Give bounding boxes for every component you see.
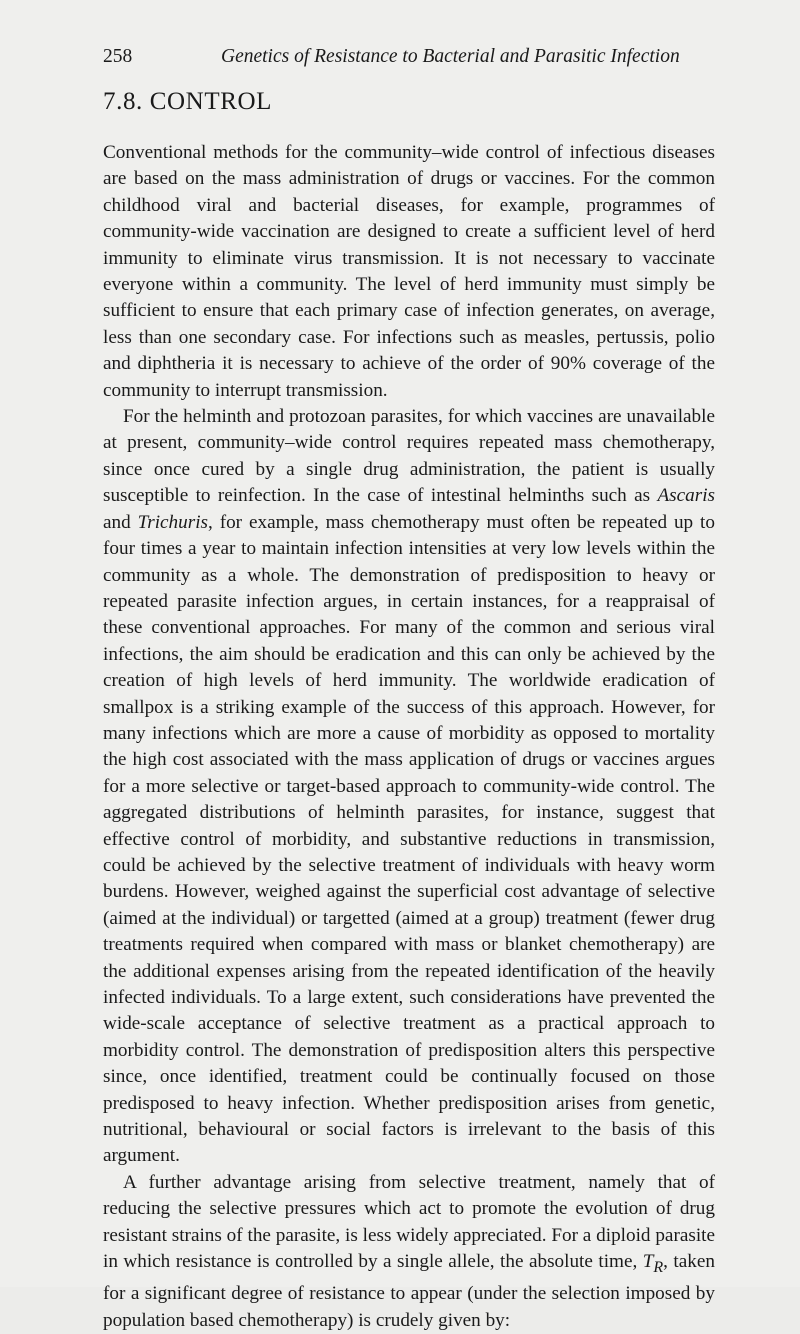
page-number: 258 [103, 46, 133, 67]
section-heading: 7.8. CONTROL [103, 88, 273, 115]
paragraph-2-text-b: and [103, 511, 138, 533]
paragraph-3-text-a: A further advantage arising from selective treatment, namely that of reducing the selective pressures which act to promote the evolution of drug resistant strains of the parasite, is less widely appreciated. For a diploid parasite in which resistance is controlled by a single allele, the absolute time, [103, 1171, 715, 1273]
paragraph-1-text: Conventional methods for the community–wide control of infectious diseases are based on the mass administration of drugs or vaccines. For the common childhood viral and bacterial diseases, for example, programmes of community-wide vaccination are designed to create a sufficient level of herd immunity to eliminate virus transmission. It is not necessary to vaccinate everyone within a community. The level of herd immunity must simply be sufficient to ensure that each primary case of infection generates, on average, less than one secondary case. For infections such as measles, pertussis, polio and diphtheria it is necessary to achieve of the order of 90% coverage of the community to interrupt transmission. [103, 142, 715, 401]
paragraph-3-text-b: , taken for a significant degree of resistance to appear (under the selection imposed by population based chemotherapy) is crudely given by: [103, 1251, 715, 1331]
paragraph-2-text-a: For the helminth and protozoan parasites, for which vaccines are unavailable at present, community–wide control requires repeated mass chemotherapy, since once cured by a single drug administration, the patient is usually susceptible to reinfection. In the case of intestinal helminths such as [103, 406, 715, 507]
paragraph-3 [103, 1170, 715, 1334]
paragraph-1 [103, 140, 715, 404]
body-text [103, 140, 715, 1334]
paragraph-2 [103, 404, 715, 1170]
running-header [103, 46, 715, 74]
species-name-ascaris: Ascaris [657, 485, 715, 507]
running-title: Genetics of Resistance to Bacterial and Parasitic Infection [221, 46, 680, 67]
species-name-trichuris: Trichuris [137, 511, 208, 533]
paragraph-2-text-c: , for example, mass chemotherapy must often be repeated up to four times a year to maintain infection intensities at very low levels within the community as a whole. The demonstration of predisposition to heavy or repeated parasite infection argues, in certain instances, for a reappraisal of these conventional approaches. For many of the common and serious viral infections, the aim should be eradication and this can only be achieved by the creation of high levels of herd immunity. The worldwide eradication of smallpox is a striking example of the success of this approach. However, for many infections which are more a cause of morbidity as opposed to mortality the high cost associated with the mass application of drugs or vaccines argues for a more selective or target-based approach to community-wide control. The aggregated distributions of helminth parasites, for instance, suggest that effective control of morbidity, and substantive reductions in transmission, could be achieved by the selective treatment of individuals with heavy worm burdens. However, weighed against the superficial cost advantage of selective (aimed at the individual) or targetted (aimed at a group) treatment (fewer drug treatments required when compared with mass or blanket chemotherapy) are the additional expenses arising from the repeated identification of the heavily infected individuals. To a large extent, such considerations have prevented the wide-scale acceptance of selective treatment as a practical approach to morbidity control. The demonstration of predisposition alters this perspective since, once identified, treatment could be continually focused on those predisposed to heavy infection. Whether predisposition arises from genetic, nutritional, behavioural or social factors is irrelevant to the basis of this argument. [103, 511, 715, 1167]
math-subscript-r: R [653, 1258, 664, 1276]
math-symbol-t: T [642, 1251, 654, 1273]
